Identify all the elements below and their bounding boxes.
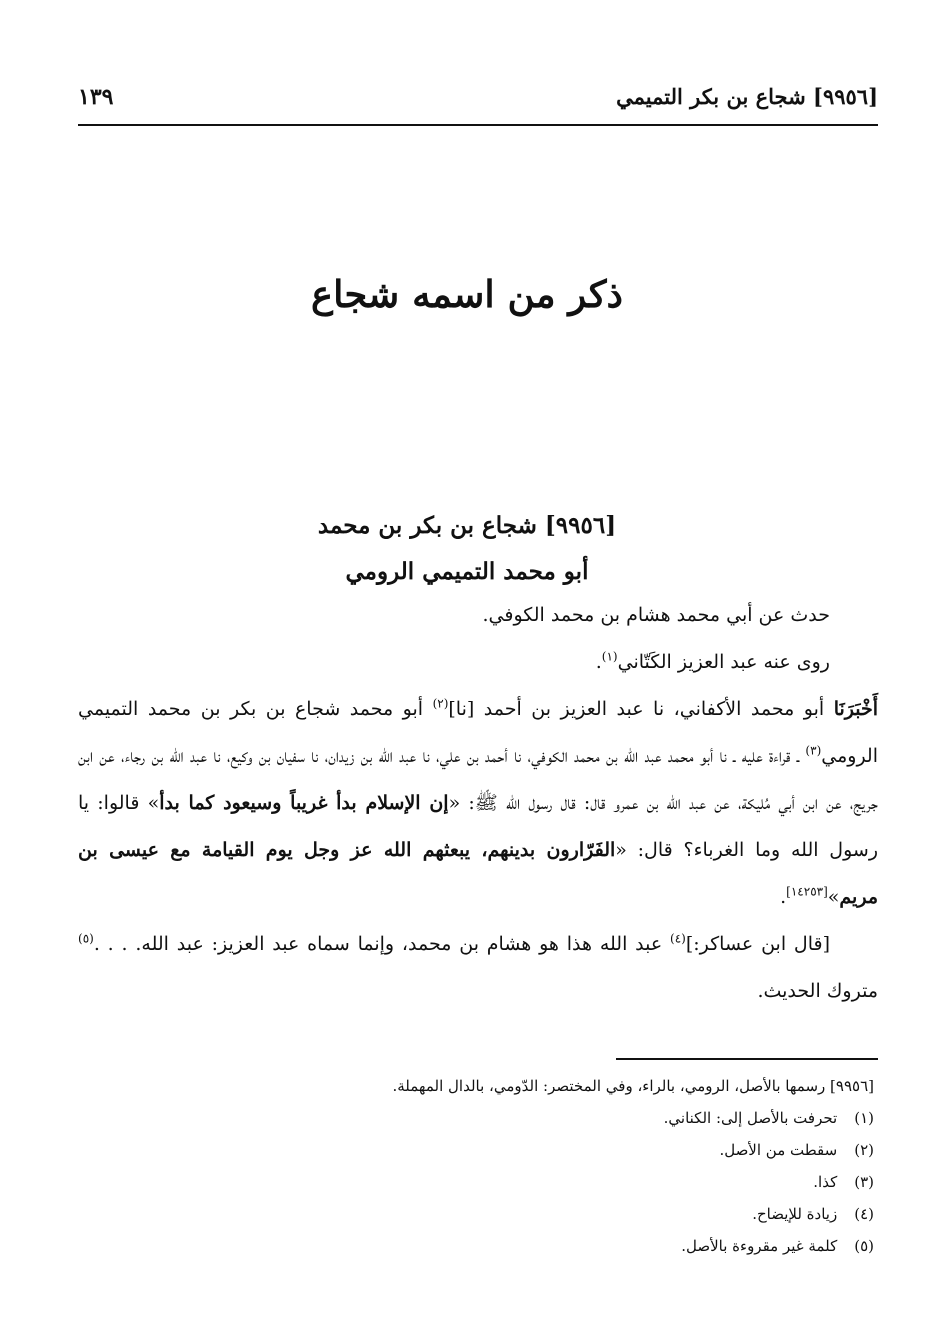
footnote-text: كلمة غير مقروءة بالأصل. [681, 1237, 838, 1255]
chapter-title: ذكر من اسمه شجاع [311, 272, 623, 316]
isnad-part-d: » قالوا: يا رسول الله وما الغرباء؟ قال: « [78, 792, 878, 861]
paragraph-2-end: . [595, 651, 602, 673]
hadith-text-1: إن الإسلام بدأ غريباً وسيعود كما بدأ [159, 792, 449, 814]
footnote-item [78, 1102, 878, 1134]
isnad-part-c: ـ قراءة عليه ـ نا أبو محمد عبد الله بن محمد الكوفي، نا أحمد بن علي، نا عبد الله بن زيدان، نا سفيان بن وكيع، نا عبد الله بن رجاء، عن ابن جريج، عن ابن أبي مُليكة، عن عبد الله بن عمرو قال: قال رسول الله ﷺ: « [78, 745, 878, 814]
isnad-part-a: أبو محمد الأكفاني، نا عبد العزيز بن أحمد [نا] [448, 698, 834, 720]
paragraph-4-c: متروك الحديث. [757, 980, 878, 1002]
entry-title-line-1: [٩٩٥٦] شجاع بن بكر بن محمد [317, 512, 617, 539]
akhbarana-keyword: أَخْبَرَنَا [833, 698, 879, 720]
footnote-number: (٢) [854, 1141, 874, 1159]
page-header [78, 84, 878, 126]
paragraph-3 [78, 686, 878, 921]
body-text [78, 592, 878, 1015]
page-number: ١٣٩ [78, 84, 114, 110]
footnote-number: (٥) [854, 1237, 874, 1255]
footnote-item [78, 1230, 878, 1262]
footnote-text: رسمها بالأصل، الرومي، بالراء، وفي المختصر: الدّومي، بالدال المهملة. [392, 1077, 826, 1095]
isnad-part-b: أبو محمد شجاع بن بكر بن محمد التميمي الرومي [78, 698, 878, 767]
footnote-item [78, 1198, 878, 1230]
running-title: [٩٩٥٦] شجاع بن بكر التميمي [616, 84, 878, 109]
footnote-ref-2: (٢) [432, 696, 449, 711]
footnote-number: [٩٩٥٦] [830, 1077, 874, 1095]
footnote-ref-4: (٤) [670, 931, 686, 946]
footnote-number: (١) [854, 1109, 874, 1127]
footnote-item [78, 1070, 878, 1102]
paragraph-3-end: . [780, 886, 787, 908]
footnotes [78, 1070, 878, 1262]
quote-close: » [827, 886, 840, 908]
footnote-number: (٣) [854, 1173, 874, 1191]
paragraph-4-a: [قال ابن عساكر:] [685, 933, 830, 955]
footnote-number: (٤) [854, 1205, 874, 1223]
paragraph-4 [78, 921, 878, 1015]
footnote-ref-5: (٥) [78, 931, 94, 946]
hadith-text-2: الفَرّارون بدينهم، يبعثهم الله عز وجل يوم القيامة مع عيسى بن مريم [78, 839, 878, 908]
footnote-text: زيادة للإيضاح. [752, 1205, 838, 1223]
paragraph-2-text: روى عنه عبد العزيز الكَتّاني [617, 651, 830, 673]
footnote-text: سقطت من الأصل. [719, 1141, 838, 1159]
paragraph-2 [78, 639, 878, 686]
paragraph-1: حدث عن أبي محمد هشام بن محمد الكوفي. [482, 604, 830, 626]
hadith-number: [١٤٢٥٣] [786, 884, 828, 899]
footnote-item [78, 1134, 878, 1166]
footnote-ref-3: (٣) [805, 743, 822, 758]
footnote-separator [616, 1058, 878, 1060]
footnote-item [78, 1166, 878, 1198]
entry-title [0, 503, 934, 595]
footnote-text: تحرفت بالأصل إلى: الكناني. [663, 1109, 838, 1127]
entry-title-line-2: أبو محمد التميمي الرومي [345, 558, 589, 585]
footnote-text: كذا. [813, 1173, 838, 1191]
footnote-ref-1: (١) [601, 649, 618, 664]
paragraph-4-b: عبد الله هذا هو هشام بن محمد، وإنما سماه عبد العزيز: عبد الله. . . . [93, 933, 671, 955]
